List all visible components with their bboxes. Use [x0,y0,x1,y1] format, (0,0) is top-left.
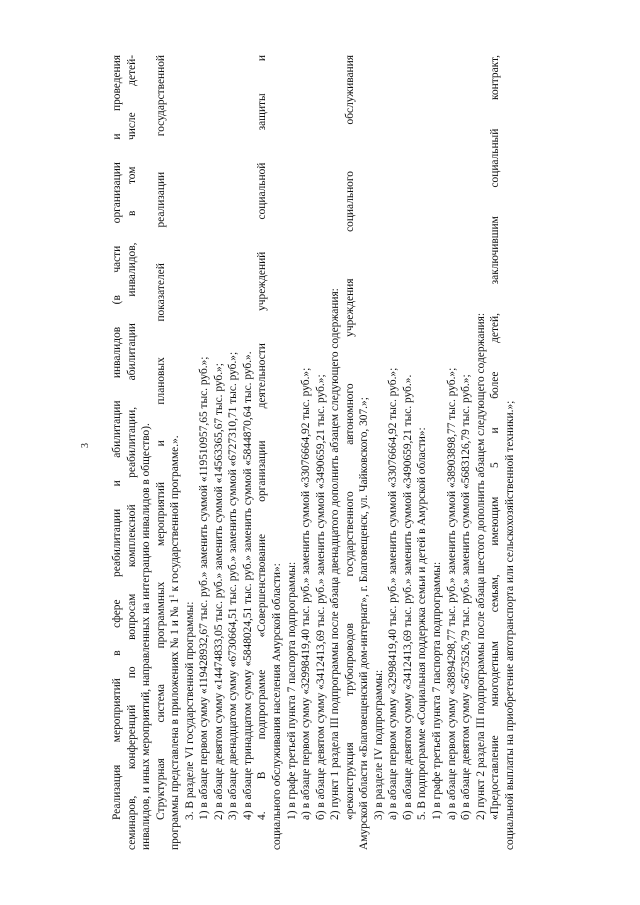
text-line: 2) в абзаце девятом сумму «14474833,05 тыс. руб.» заменить суммой «14563365,67 тыс. руб.»; [212,363,225,820]
text-line: «реконструкция трубопроводов государственного автономного учреждения социального обслуживания [343,55,356,820]
text-line: б) в абзаце девятом сумму «3412413,69 тыс. руб.» заменить суммой «3490659,21 тыс. руб.». [401,374,414,820]
text-line: «Предоставление многодетным семьям, имеющим 5 и более детей, заключившим социальный контракт, [489,55,502,820]
text-line: инвалидов, и иных мероприятий, направленных на интеграцию инвалидов в общество). [140,423,153,850]
text-line: 4. В подпрограмме «Совершенствование организации деятельности учреждений социальной защиты и [256,55,269,820]
text-line: 2) пункт 1 раздела III подпрограммы после абзаца двенадцатого дополнить абзацем следующего содержания: [329,288,342,820]
superscript: 1 [168,594,177,598]
text-line: социального обслуживания населения Амурской области»: [271,563,284,850]
text-line: 1) в графе третьей пункта 7 паспорта подпрограммы: [285,561,298,820]
text-line: 1) в абзаце первом сумму «119428932,67 тыс. руб.» заменить суммой «119510957,65 тыс. руб.»; [198,356,211,820]
text-line: а) в абзаце первом сумму «32998419,40 тыс. руб.» заменить суммой «33076664,92 тыс. руб.»; [387,367,400,820]
text-line: а) в абзаце первом сумму «38894298,77 тыс. руб.» заменить суммой «38903898,77 тыс. руб.»; [445,367,458,820]
text-line: 3) в абзаце двенадцатом сумму «6730664,51 тыс. руб.» заменить суммой «6727310,71 тыс. руб.»; [227,351,240,820]
text-line: Амурской области «Благовещенский дом-интернат», г. Благовещенск, ул. Чайковского, 307.»; [358,397,371,850]
text-line: 1) в графе третьей пункта 7 паспорта подпрограммы: [431,561,444,820]
document-body [110,55,517,850]
text-line: социальной выплаты на приобретение автотранспорта или сельскохозяйственной техники.»; [503,400,516,850]
text-line: 4) в абзаце тринадцатом сумму «5848024,51 тыс. руб.» заменить суммой «5844870,64 тыс. руб.». [241,351,254,820]
text-line: семинаров, конференций по вопросам комплексной реабилитации, абилитации инвалидов, в том числе детей- [125,55,138,850]
text-line: б) в абзаце девятом сумму «3412413,69 тыс. руб.» заменить суммой «3490659,21 тыс. руб.»; [314,374,327,820]
page-number: 3 [80,443,91,448]
text-line: а) в абзаце первом сумму «32998419,40 тыс. руб.» заменить суммой «33076664,92 тыс. руб.»; [300,367,313,820]
text-line: 2) пункт 2 раздела III подпрограммы после абзаца шестого дополнить абзацем следующего содержания: [474,312,487,820]
text-line: 3. В разделе VI государственной программы: [183,601,196,820]
text-line: Реализация мероприятий в сфере реабилитации и абилитации инвалидов (в части организации и проведения [111,55,123,820]
text-line: б) в абзаце девятом сумму «5673526,79 тыс. руб.» заменить суммой «5683126,79 тыс. руб.»; [460,374,473,820]
text-line: 3) в разделе IV подпрограммы: [372,669,385,820]
text-line: Структурная система программных мероприятий и плановых показателей реализации государственной [154,55,167,820]
text-line: 5. В подпрограмме «Социальная поддержка семьи и детей в Амурской области»: [416,427,429,820]
text-line: программы представлена в приложениях № 1 и № $1^1$ к государственной программе.». [168,435,182,850]
